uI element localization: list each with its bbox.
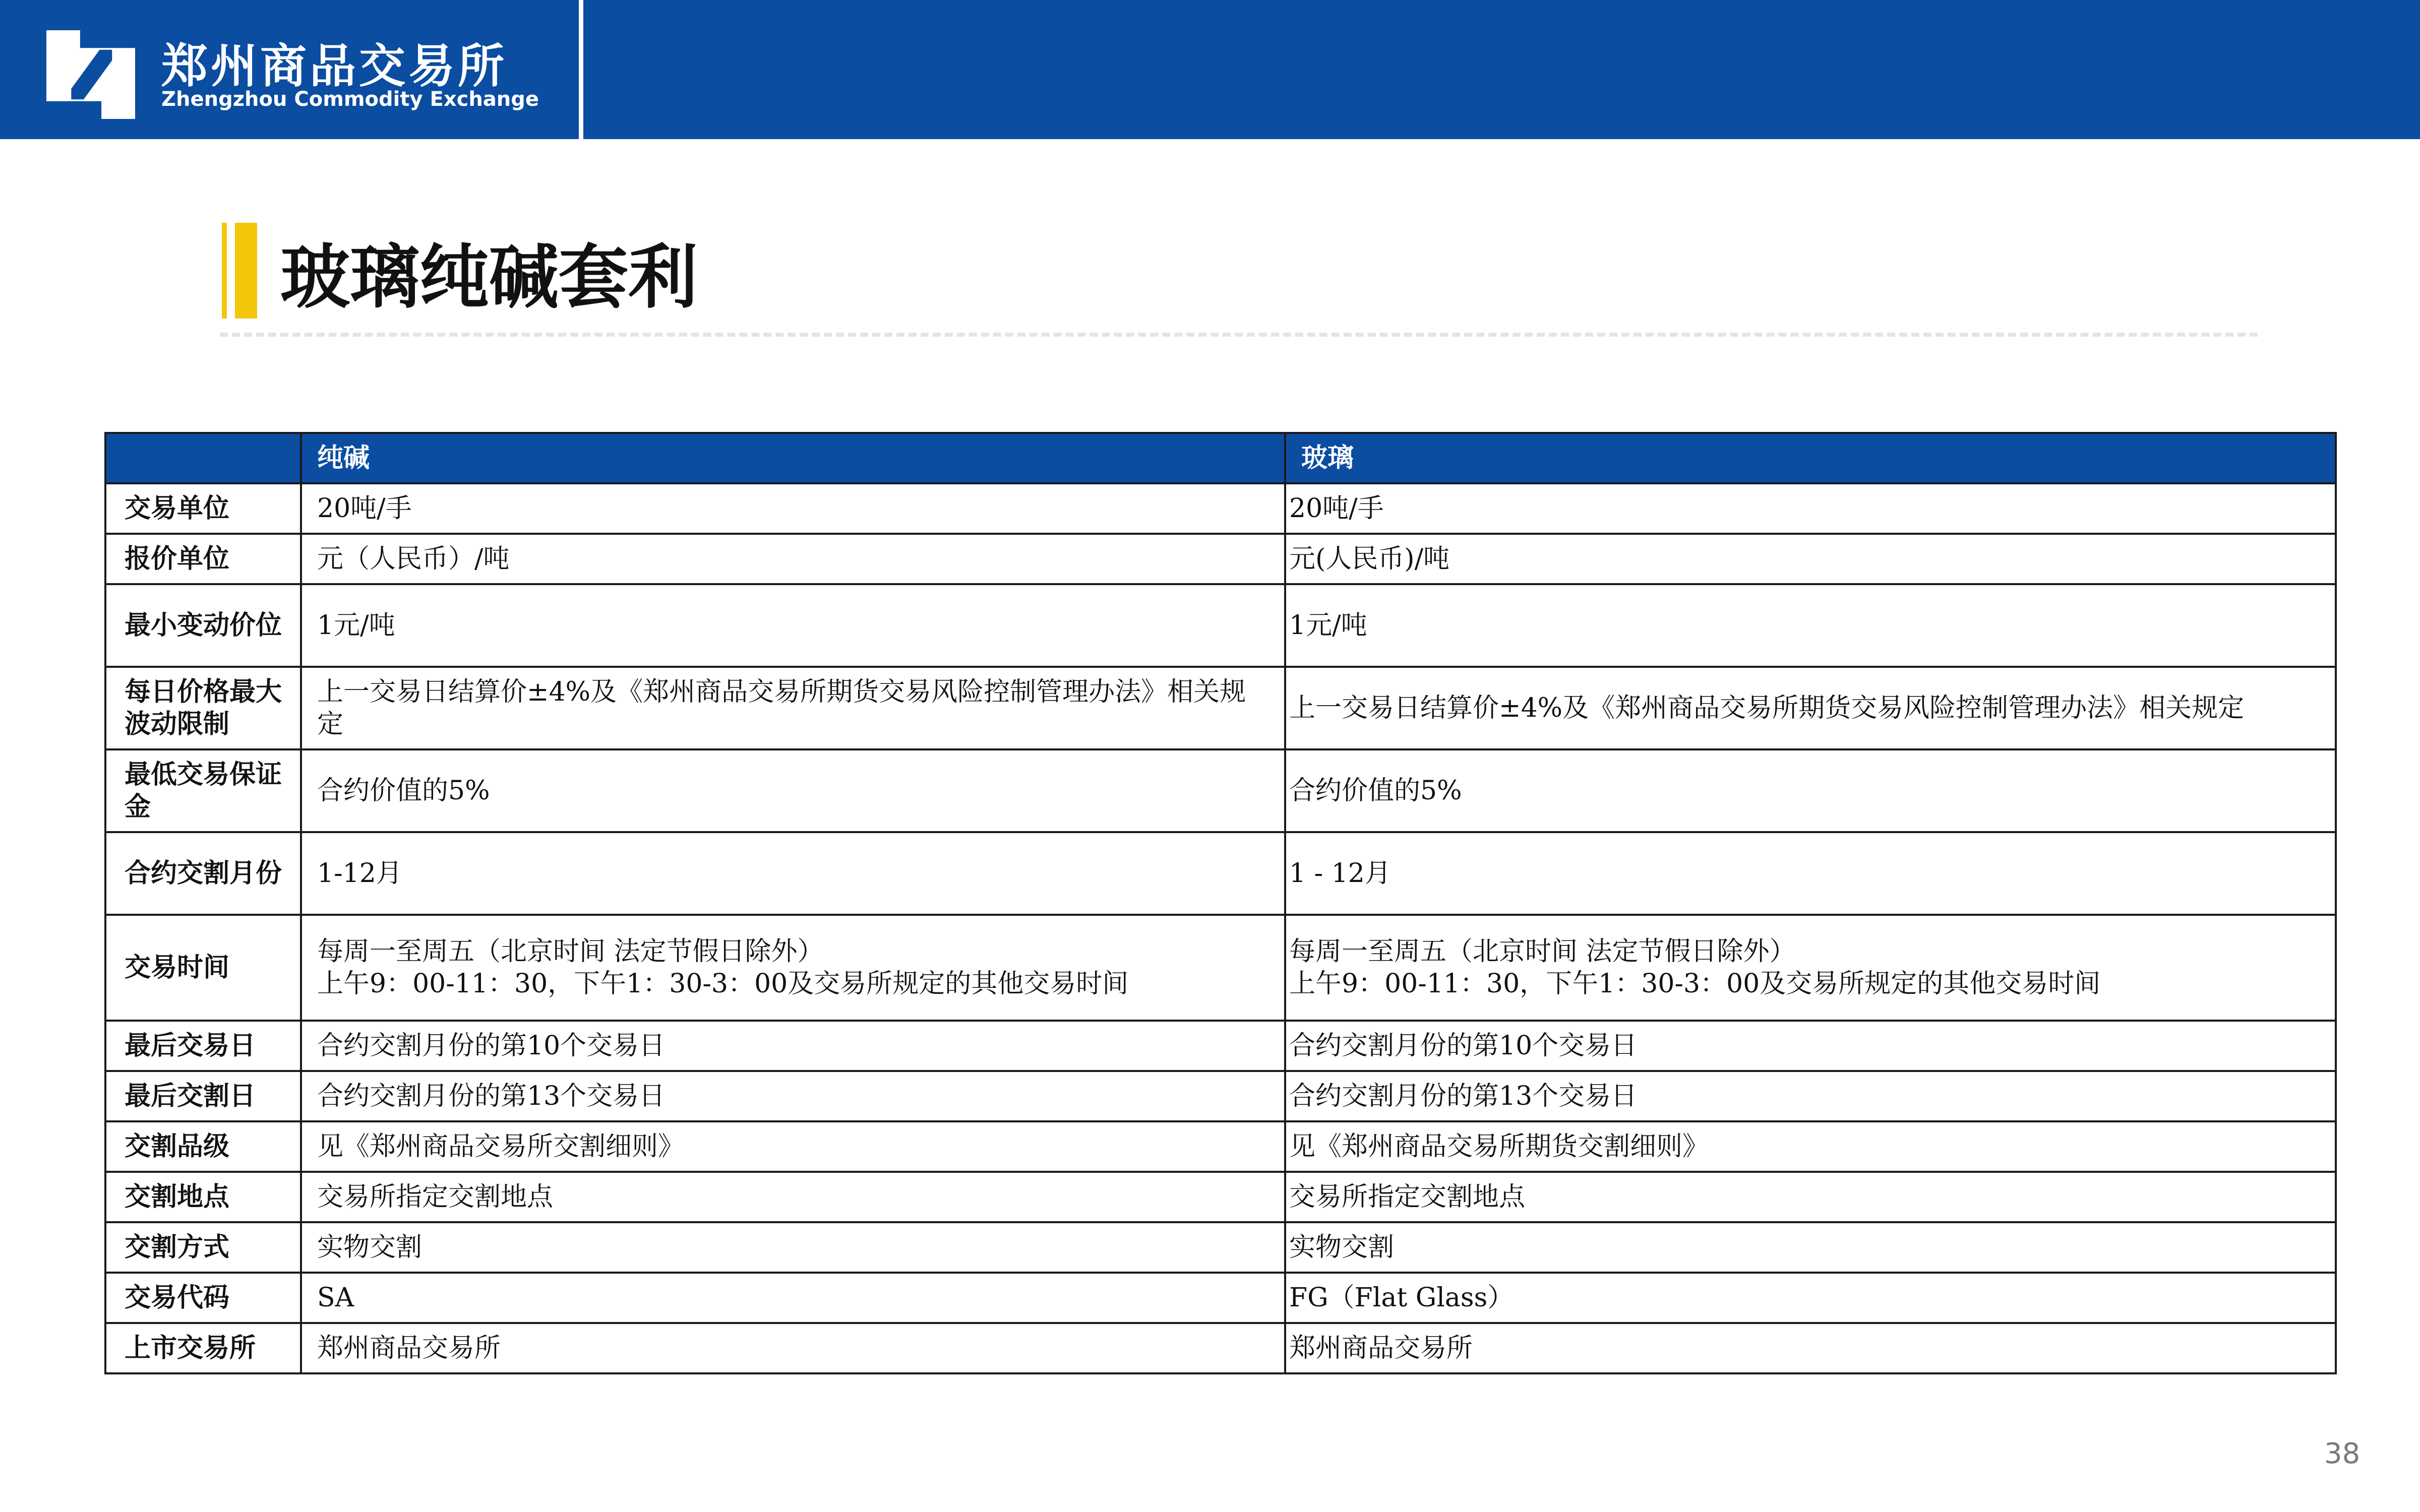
glass-value: 郑州商品交易所 — [1285, 1323, 2336, 1373]
table-row — [105, 584, 2336, 667]
soda-ash-value: SA — [301, 1273, 1285, 1323]
row-label: 交割方式 — [105, 1222, 301, 1273]
row-label: 每日价格最大波动限制 — [105, 667, 301, 749]
page-number: 38 — [2324, 1437, 2361, 1470]
soda-ash-value: 1-12月 — [301, 832, 1285, 915]
glass-value: FG（Flat Glass） — [1285, 1273, 2336, 1323]
header-cell-soda-ash: 纯碱 — [301, 433, 1285, 483]
row-label: 交割地点 — [105, 1172, 301, 1222]
table-row — [105, 749, 2336, 832]
table-row — [105, 1021, 2336, 1071]
table-row — [105, 1071, 2336, 1121]
title-divider — [220, 333, 2258, 337]
glass-value: 合约价值的5% — [1285, 749, 2336, 832]
table-row — [105, 1172, 2336, 1222]
row-label: 交易代码 — [105, 1273, 301, 1323]
glass-value: 合约交割月份的第10个交易日 — [1285, 1021, 2336, 1071]
table-row — [105, 483, 2336, 534]
glass-value: 交易所指定交割地点 — [1285, 1172, 2336, 1222]
table-row — [105, 1121, 2336, 1172]
table-row — [105, 1273, 2336, 1323]
glass-value: 元(人民币)/吨 — [1285, 534, 2336, 584]
soda-ash-value: 郑州商品交易所 — [301, 1323, 1285, 1373]
brand-name-cn: 郑州商品交易所 — [161, 39, 508, 93]
row-label: 上市交易所 — [105, 1323, 301, 1373]
header-bar — [0, 0, 2420, 139]
soda-ash-value: 交易所指定交割地点 — [301, 1172, 1285, 1222]
row-label: 最低交易保证金 — [105, 749, 301, 832]
soda-ash-value: 每周一至周五（北京时间 法定节假日除外） 上午9：00-11：30，下午1：30-3：00及交易所规定的其他交易时间 — [301, 915, 1285, 1021]
glass-value: 每周一至周五（北京时间 法定节假日除外） 上午9：00-11：30，下午1：30-3：00及交易所规定的其他交易时间 — [1285, 915, 2336, 1021]
title-accent-thin — [222, 223, 227, 319]
row-label: 交割品级 — [105, 1121, 301, 1172]
table-row — [105, 1222, 2336, 1273]
soda-ash-value: 实物交割 — [301, 1222, 1285, 1273]
row-label: 最后交易日 — [105, 1021, 301, 1071]
zce-logo-icon — [46, 30, 135, 119]
soda-ash-value: 合约交割月份的第10个交易日 — [301, 1021, 1285, 1071]
glass-value: 上一交易日结算价±4%及《郑州商品交易所期货交易风险控制管理办法》相关规定 — [1285, 667, 2336, 749]
glass-value: 1元/吨 — [1285, 584, 2336, 667]
soda-ash-value: 见《郑州商品交易所交割细则》 — [301, 1121, 1285, 1172]
glass-value: 实物交割 — [1285, 1222, 2336, 1273]
row-label: 报价单位 — [105, 534, 301, 584]
soda-ash-value: 合约价值的5% — [301, 749, 1285, 832]
soda-ash-value: 元（人民币）/吨 — [301, 534, 1285, 584]
title-accent-thick — [235, 223, 257, 319]
header-divider — [579, 0, 583, 139]
table-row — [105, 1323, 2336, 1373]
row-label: 最小变动价位 — [105, 584, 301, 667]
table-row — [105, 832, 2336, 915]
soda-ash-value: 合约交割月份的第13个交易日 — [301, 1071, 1285, 1121]
table-row — [105, 915, 2336, 1021]
header-cell-glass: 玻璃 — [1285, 433, 2336, 483]
contract-spec-table — [104, 432, 2337, 1374]
row-label: 交易时间 — [105, 915, 301, 1021]
glass-value: 见《郑州商品交易所期货交割细则》 — [1285, 1121, 2336, 1172]
table-row — [105, 667, 2336, 749]
page-title: 玻璃纯碱套利 — [280, 237, 698, 318]
table-header-row — [105, 433, 2336, 483]
row-label: 最后交割日 — [105, 1071, 301, 1121]
glass-value: 1 - 12月 — [1285, 832, 2336, 915]
brand-name-en: Zhengzhou Commodity Exchange — [161, 88, 539, 111]
soda-ash-value: 上一交易日结算价±4%及《郑州商品交易所期货交易风险控制管理办法》相关规定 — [301, 667, 1285, 749]
soda-ash-value: 1元/吨 — [301, 584, 1285, 667]
glass-value: 合约交割月份的第13个交易日 — [1285, 1071, 2336, 1121]
row-label: 合约交割月份 — [105, 832, 301, 915]
table-row — [105, 534, 2336, 584]
soda-ash-value: 20吨/手 — [301, 483, 1285, 534]
row-label: 交易单位 — [105, 483, 301, 534]
header-cell-blank — [105, 433, 301, 483]
glass-value: 20吨/手 — [1285, 483, 2336, 534]
